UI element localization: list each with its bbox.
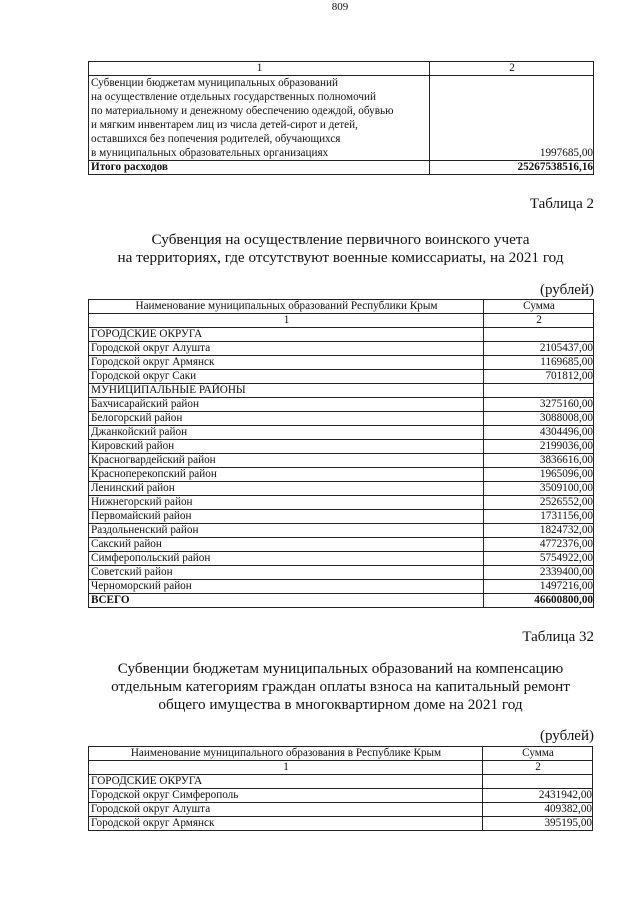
row-name: Городской округ Алушта: [89, 803, 483, 817]
table-expenses-continuation: [88, 61, 594, 175]
row-name: Черноморский район: [89, 580, 484, 594]
row-amount: 1169685,00: [484, 356, 594, 370]
row-name: Городской округ Симферополь: [89, 789, 483, 803]
row-name: Симферопольский район: [89, 552, 484, 566]
table-total-row: [89, 161, 594, 175]
total-label: Итого расходов: [89, 161, 430, 175]
row-name-line: оставшихся без попечения родителей, обучающихся: [91, 133, 341, 145]
table-row: [89, 580, 594, 594]
column-number: 1: [89, 314, 484, 328]
row-name: Кировский район: [89, 440, 484, 454]
column-number: 2: [484, 314, 594, 328]
column-header-name: Наименование муниципальных образований Республики Крым: [89, 300, 484, 314]
table-row: [89, 496, 594, 510]
column-header-amount: Сумма: [483, 747, 593, 761]
row-amount: 2339400,00: [484, 566, 594, 580]
page-number: 809: [331, 1, 349, 13]
row-name: Красноперекопский район: [89, 468, 484, 482]
table-row: [89, 803, 593, 817]
row-amount: 395195,00: [483, 817, 593, 831]
table-row: [89, 538, 594, 552]
column-number: 1: [89, 62, 430, 76]
empty-cell: [484, 328, 594, 342]
table-row: [89, 440, 594, 454]
row-name: Бахчисарайский район: [89, 398, 484, 412]
table-2-label: Таблица 2: [529, 196, 594, 212]
table-row: [89, 566, 594, 580]
table-row: [89, 342, 594, 356]
row-name: Красногвардейский район: [89, 454, 484, 468]
section-heading-row: [89, 328, 594, 342]
total-label: ВСЕГО: [89, 594, 484, 608]
table-32-title: [88, 660, 593, 714]
table-row: [89, 817, 593, 831]
table-row: [89, 482, 594, 496]
row-name: Джанкойский район: [89, 426, 484, 440]
row-name-line: и мягким инвентарем лиц из числа детей-сирот и детей,: [91, 119, 358, 131]
row-name-line: Субвенции бюджетам муниципальных образований: [91, 77, 338, 89]
row-name: Городской округ Саки: [89, 370, 484, 384]
row-name: Первомайский район: [89, 510, 484, 524]
title-line: на территориях, где отсутствуют военные комиссариаты, на 2021 год: [117, 249, 564, 266]
row-name: Советский район: [89, 566, 484, 580]
table-row: [89, 356, 594, 370]
section-heading-row: [89, 775, 593, 789]
table-column-numbers-row: [89, 314, 594, 328]
table-32-capital-repair-compensation: [88, 746, 593, 831]
section-heading: МУНИЦИПАЛЬНЫЕ РАЙОНЫ: [89, 384, 484, 398]
row-amount: 2526552,00: [484, 496, 594, 510]
table-32-label: Таблица 32: [522, 629, 594, 645]
column-number: 1: [89, 761, 483, 775]
column-number: 2: [430, 62, 594, 76]
table-2-title: [88, 231, 593, 267]
table-row: [89, 370, 594, 384]
row-amount: 2199036,00: [484, 440, 594, 454]
table-2-military-registration: [88, 299, 594, 608]
table-row: [89, 454, 594, 468]
row-amount: 1997685,00: [430, 76, 594, 161]
table-row: [89, 398, 594, 412]
total-amount: 25267538516,16: [430, 161, 594, 175]
row-amount: 701812,00: [484, 370, 594, 384]
table-row: [89, 468, 594, 482]
table-row: [89, 789, 593, 803]
row-name: [89, 76, 430, 161]
empty-cell: [484, 384, 594, 398]
table-header-row: [89, 300, 594, 314]
row-name: Белогорский район: [89, 412, 484, 426]
table-total-row: [89, 594, 594, 608]
row-name: Городской округ Армянск: [89, 817, 483, 831]
table-row: [89, 412, 594, 426]
row-name-line: на осуществление отдельных государственных полномочий: [91, 91, 377, 103]
total-amount: 46600800,00: [484, 594, 594, 608]
table-2-units: (рублей): [539, 282, 594, 298]
table-column-numbers-row: [89, 761, 593, 775]
table-32-units: (рублей): [539, 728, 594, 744]
table-column-numbers-row: [89, 62, 594, 76]
row-name: Нижнегорский район: [89, 496, 484, 510]
table-row: [89, 426, 594, 440]
title-line: отдельным категориям граждан оплаты взноса на капитальный ремонт: [111, 678, 570, 695]
table-row: [89, 524, 594, 538]
row-amount: 1731156,00: [484, 510, 594, 524]
column-header-amount: Сумма: [484, 300, 594, 314]
section-heading: ГОРОДСКИЕ ОКРУГА: [89, 328, 484, 342]
table-row: [89, 510, 594, 524]
row-amount: 1824732,00: [484, 524, 594, 538]
row-name: Городской округ Армянск: [89, 356, 484, 370]
title-line: Субвенция на осуществление первичного воинского учета: [151, 231, 530, 248]
row-amount: 3088008,00: [484, 412, 594, 426]
column-header-name: Наименование муниципального образования в Республике Крым: [89, 747, 483, 761]
row-amount: 3509100,00: [484, 482, 594, 496]
row-name-line: по материальному и денежному обеспечению одеждой, обувью: [91, 105, 394, 117]
row-name-line: в муниципальных образовательных организациях: [91, 147, 329, 159]
empty-cell: [483, 775, 593, 789]
title-line: Субвенции бюджетам муниципальных образований на компенсацию: [117, 660, 564, 677]
row-amount: 1965096,00: [484, 468, 594, 482]
row-amount: 1497216,00: [484, 580, 594, 594]
row-name: Сакский район: [89, 538, 484, 552]
row-name: Ленинский район: [89, 482, 484, 496]
row-amount: 3836616,00: [484, 454, 594, 468]
row-amount: 5754922,00: [484, 552, 594, 566]
column-number: 2: [483, 761, 593, 775]
section-heading-row: [89, 384, 594, 398]
row-name: Раздольненский район: [89, 524, 484, 538]
row-amount: 2105437,00: [484, 342, 594, 356]
row-amount: 409382,00: [483, 803, 593, 817]
table-row: [89, 552, 594, 566]
title-line: общего имущества в многоквартирном доме на 2021 год: [158, 696, 523, 713]
row-amount: 3275160,00: [484, 398, 594, 412]
table-header-row: [89, 747, 593, 761]
row-amount: 4772376,00: [484, 538, 594, 552]
section-heading: ГОРОДСКИЕ ОКРУГА: [89, 775, 483, 789]
row-amount: 2431942,00: [483, 789, 593, 803]
row-name: Городской округ Алушта: [89, 342, 484, 356]
row-amount: 4304496,00: [484, 426, 594, 440]
table-row: [89, 76, 594, 161]
